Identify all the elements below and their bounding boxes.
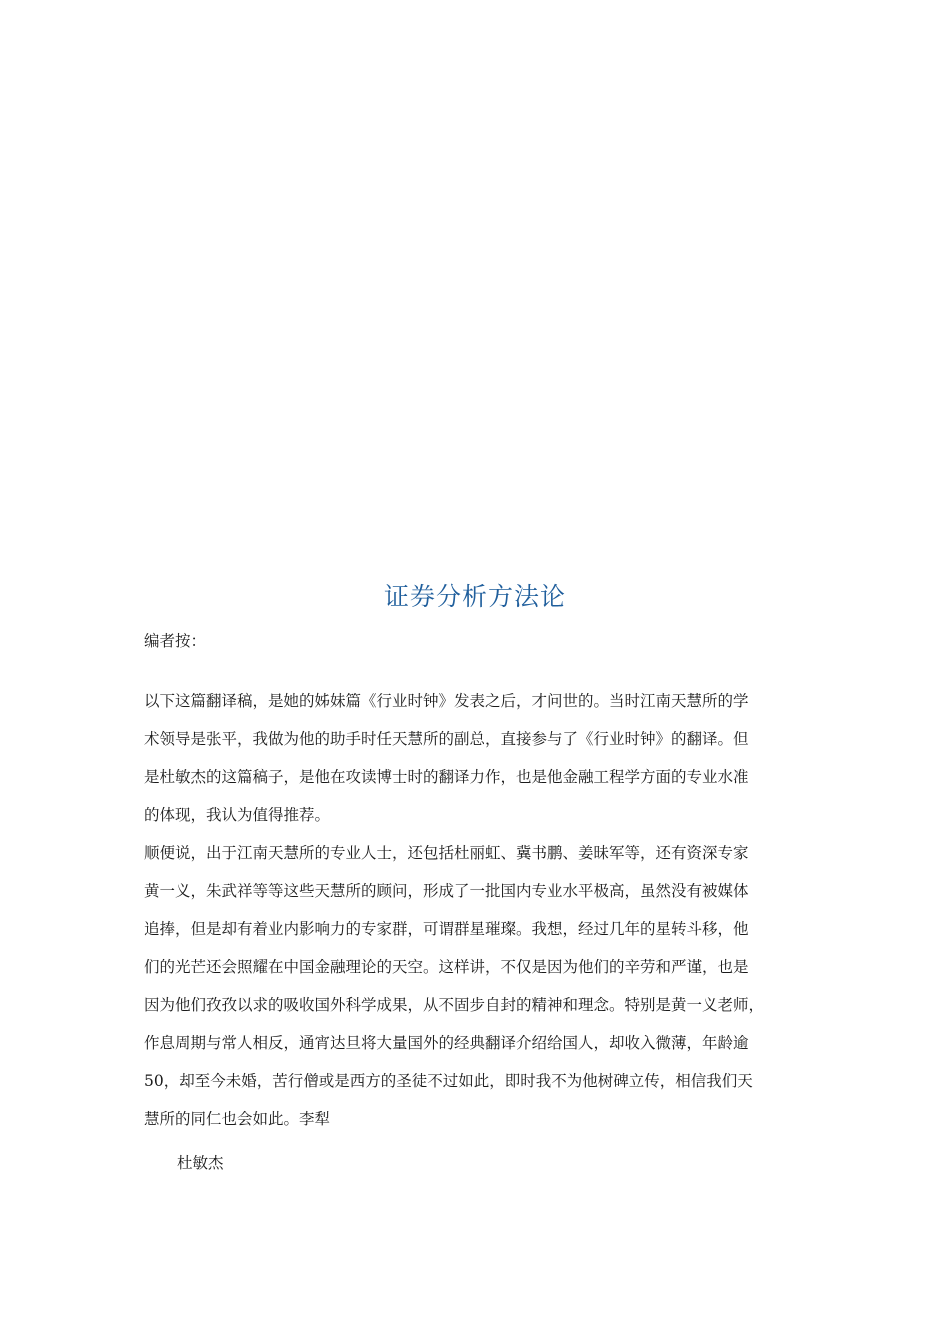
paragraph-line: 作息周期与常人相反，通宵达旦将大量国外的经典翻译介绍给国人，却收入微薄，年龄逾 — [144, 1034, 749, 1052]
author-name: 杜敏杰 — [177, 1154, 224, 1172]
page-title: 证券分析方法论 — [383, 581, 566, 611]
paragraph-line: 们的光芒还会照耀在中国金融理论的天空。这样讲，不仅是因为他们的辛劳和严谨，也是 — [144, 958, 749, 976]
editor-note-body — [144, 682, 809, 1138]
paragraph-line: 是杜敏杰的这篇稿子，是他在攻读博士时的翻译力作，也是他金融工程学方面的专业水准 — [144, 768, 749, 786]
paragraph-line: 顺便说，出于江南天慧所的专业人士，还包括杜丽虹、冀书鹏、姜昧军等，还有资深专家 — [144, 844, 749, 862]
paragraph-line: 以下这篇翻译稿，是她的姊妹篇《行业时钟》发表之后，才问世的。当时江南天慧所的学 — [144, 692, 749, 710]
paragraph-line: 50，却至今未婚，苦行僧或是西方的圣徒不过如此，即时我不为他树碑立传，相信我们天 — [144, 1072, 753, 1090]
paragraph-line: 术领导是张平，我做为他的助手时任天慧所的副总，直接参与了《行业时钟》的翻译。但 — [144, 730, 749, 748]
paragraph-line: 因为他们孜孜以求的吸收国外科学成果，从不固步自封的精神和理念。特别是黄一义老师， — [144, 996, 765, 1014]
paragraph-line: 的体现，我认为值得推荐。 — [144, 806, 331, 824]
paragraph-line: 慧所的同仁也会如此。李犁 — [144, 1110, 331, 1128]
editor-note-label: 编者按： — [144, 632, 207, 650]
paragraph-line: 追捧，但是却有着业内影响力的专家群，可谓群星璀璨。我想，经过几年的星转斗移，他 — [144, 920, 749, 938]
paragraph-line: 黄一义，朱武祥等等这些天慧所的顾问，形成了一批国内专业水平极高，虽然没有被媒体 — [144, 882, 749, 900]
